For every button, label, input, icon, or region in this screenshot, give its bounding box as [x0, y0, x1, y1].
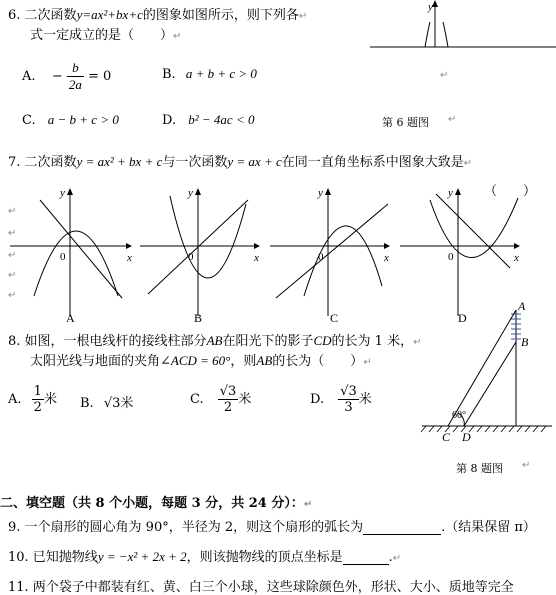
q8-c-label: C.: [190, 392, 204, 407]
q8-option-d: [310, 384, 372, 415]
paragraph-mark: ↵: [8, 250, 17, 261]
paragraph-mark: ↵: [463, 158, 473, 169]
q8-fig-angle: 60°: [452, 410, 466, 421]
q8-c-fraction: [218, 384, 239, 415]
q8-a-den: 2: [33, 400, 42, 415]
q8-a-label: A.: [8, 392, 22, 407]
q8-d-label: D.: [310, 392, 325, 407]
q6-figure-caption: 第 6 题图: [382, 116, 429, 129]
q6-figure: [370, 0, 556, 56]
q8-b-label: B.: [80, 396, 94, 411]
paragraph-mark: ↵: [303, 499, 313, 510]
q10: [8, 546, 401, 565]
q6-a-fraction: [67, 60, 84, 93]
q8-d-fraction: [338, 384, 359, 415]
q8-line2-post: 的长为（ ）: [272, 354, 364, 369]
q7a-axis-x: x: [127, 252, 132, 264]
q8-figure: [418, 298, 556, 448]
paragraph-mark: ↵: [8, 270, 17, 281]
q7-formula-2: y = ax + c: [227, 154, 282, 169]
q6-stem-post: 的图象如图所示，则下列各: [142, 8, 299, 23]
q7b-origin: 0: [188, 251, 194, 263]
paragraph-mark: ↵: [173, 31, 182, 42]
q6-option-c: [22, 112, 119, 128]
q7-stem-mid: 与一次函数: [162, 155, 228, 170]
q6-b-formula: a + b + c > 0: [185, 66, 257, 81]
q8-ab-2: AB: [256, 353, 273, 368]
q6-a-label: A.: [22, 69, 36, 84]
paragraph-mark: ↵: [363, 357, 372, 368]
q6-d-label: D.: [162, 113, 177, 128]
q7c-origin: 0: [318, 251, 324, 263]
paragraph-mark: ↵: [392, 553, 402, 564]
paragraph-mark: ↵: [522, 460, 531, 471]
q8-cd: CD: [313, 333, 332, 348]
paragraph-mark: ↵: [448, 114, 457, 125]
q7-graph-c: [270, 186, 398, 326]
paragraph-mark: ↵: [413, 337, 422, 348]
q8-line1-mid: 在阳光下的影子: [222, 334, 314, 349]
q7-answer-paren: （ ）: [484, 184, 537, 199]
q8-a-fraction: [32, 384, 44, 415]
section2-title: [0, 492, 312, 511]
q8-ab: AB: [206, 333, 223, 348]
q6-d-formula: b² − 4ac < 0: [188, 112, 255, 127]
q6-a-rhs: = 0: [88, 69, 112, 84]
q8-c-unit: 米: [238, 392, 252, 407]
q6-formula: y=ax²+bx+c: [76, 7, 143, 22]
q6-option-d: [162, 112, 254, 128]
paragraph-mark: ↵: [8, 206, 17, 217]
q7-formula-1: y = ax² + bx + c: [76, 154, 163, 169]
q10-suffix: .: [388, 550, 393, 565]
q8-line2: [30, 350, 372, 369]
q7b-axis-x: x: [254, 252, 259, 264]
q8-figure-caption: 第 8 题图: [456, 462, 503, 475]
q7a-label: A: [66, 311, 75, 325]
q6-number: 6.: [8, 8, 21, 23]
q9-suffix: .（结果保留 π）: [441, 520, 536, 535]
q8-line1-post: 的长为 1 米，: [331, 334, 414, 349]
q7d-axis-x: x: [514, 252, 519, 264]
q8-d-num: √3: [340, 384, 357, 399]
section2-title-text: 二、填空题（共 8 个小题，每题 3 分，共 24 分）：: [0, 496, 304, 511]
q10-text-post: ，则该抛物线的顶点坐标是: [186, 550, 343, 565]
q8-number: 8.: [8, 334, 21, 349]
q8-a-num: 1: [33, 384, 42, 399]
q8-stem-line1: 如图，一根电线杆的接线柱部分: [24, 334, 207, 349]
q6-c-label: C.: [22, 113, 36, 128]
paragraph-mark: ↵: [440, 70, 449, 81]
q7a-origin: 0: [60, 251, 66, 263]
q8-angle: ∠ACD = 60°: [160, 353, 231, 368]
q7b-axis-y: y: [188, 187, 193, 199]
q7c-axis-x: x: [384, 252, 389, 264]
paragraph-mark: ↵: [298, 11, 308, 22]
q7-number: 7.: [8, 155, 21, 170]
q7-graph-b: [140, 186, 268, 326]
q7c-axis-y: y: [318, 187, 323, 199]
q11-text: 11. 两个袋子中都装有红、黄、白三个小球，这些球除颜色外，形状、大小、质地等完全: [8, 580, 514, 595]
q6-option-b: [162, 66, 257, 82]
q8-d-den: 3: [344, 400, 353, 415]
q7a-axis-y: y: [60, 187, 65, 199]
q6-c-formula: a − b + c > 0: [47, 112, 119, 127]
q6-line1: [8, 4, 307, 23]
q6-axis-y: y: [428, 1, 433, 13]
q8-c-num: √3: [219, 384, 237, 399]
q7b-label: B: [194, 311, 203, 325]
paragraph-mark: ↵: [8, 228, 17, 239]
q11: [8, 576, 514, 595]
q7-stem-pre: 二次函数: [24, 155, 77, 170]
q6-option-a: A. − $\frac{b}{2a}$ = 0: [22, 60, 112, 92]
q8-fig-c: C: [442, 430, 451, 444]
q6-b-label: B.: [162, 67, 176, 82]
q10-answer-blank[interactable]: [343, 550, 389, 565]
q7-graph-a: [10, 186, 138, 326]
q8-stem-line2-pre: 太阳光线与地面的夹角: [30, 354, 161, 369]
q8-fig-b: B: [521, 335, 529, 349]
q6-line2: [30, 24, 181, 43]
q8-b-value: √3: [103, 396, 121, 411]
q6-stem-pre: 二次函数: [24, 8, 77, 23]
q7-stem-post: 在同一直角坐标系中图象大致是: [281, 155, 464, 170]
q6-stem-line2: 式一定成立的是（ ）: [30, 28, 174, 43]
q6-a-den: 2a: [68, 77, 82, 92]
q6-a-num: b: [67, 60, 84, 77]
q8-line2-mid: ，则: [230, 354, 257, 369]
paragraph-mark: ↵: [8, 290, 17, 301]
q8-fig-d: D: [462, 430, 471, 444]
q7d-axis-y: y: [448, 187, 453, 199]
q7d-origin: 0: [448, 251, 454, 263]
q10-formula: y = −x² + 2x + 2: [97, 549, 187, 564]
q8-line1: [8, 330, 421, 349]
q8-option-b: [80, 392, 133, 411]
q7d-label: D: [458, 311, 467, 325]
q8-fig-a: A: [518, 299, 526, 313]
q9-answer-blank[interactable]: [363, 520, 441, 535]
q9: [8, 516, 536, 535]
q8-b-unit: 米: [120, 396, 134, 411]
q7-stem: [8, 151, 472, 170]
q9-text: 9. 一个扇形的圆心角为 90°，半径为 2，则这个扇形的弧长为: [8, 520, 364, 535]
q8-a-unit: 米: [43, 392, 57, 407]
q7c-label: C: [330, 311, 339, 325]
q10-text-pre: 10. 已知抛物线: [8, 550, 98, 565]
q8-option-c: [190, 384, 251, 415]
q8-option-a: [8, 384, 57, 415]
q8-c-den: 2: [223, 400, 233, 415]
q8-d-unit: 米: [358, 392, 372, 407]
